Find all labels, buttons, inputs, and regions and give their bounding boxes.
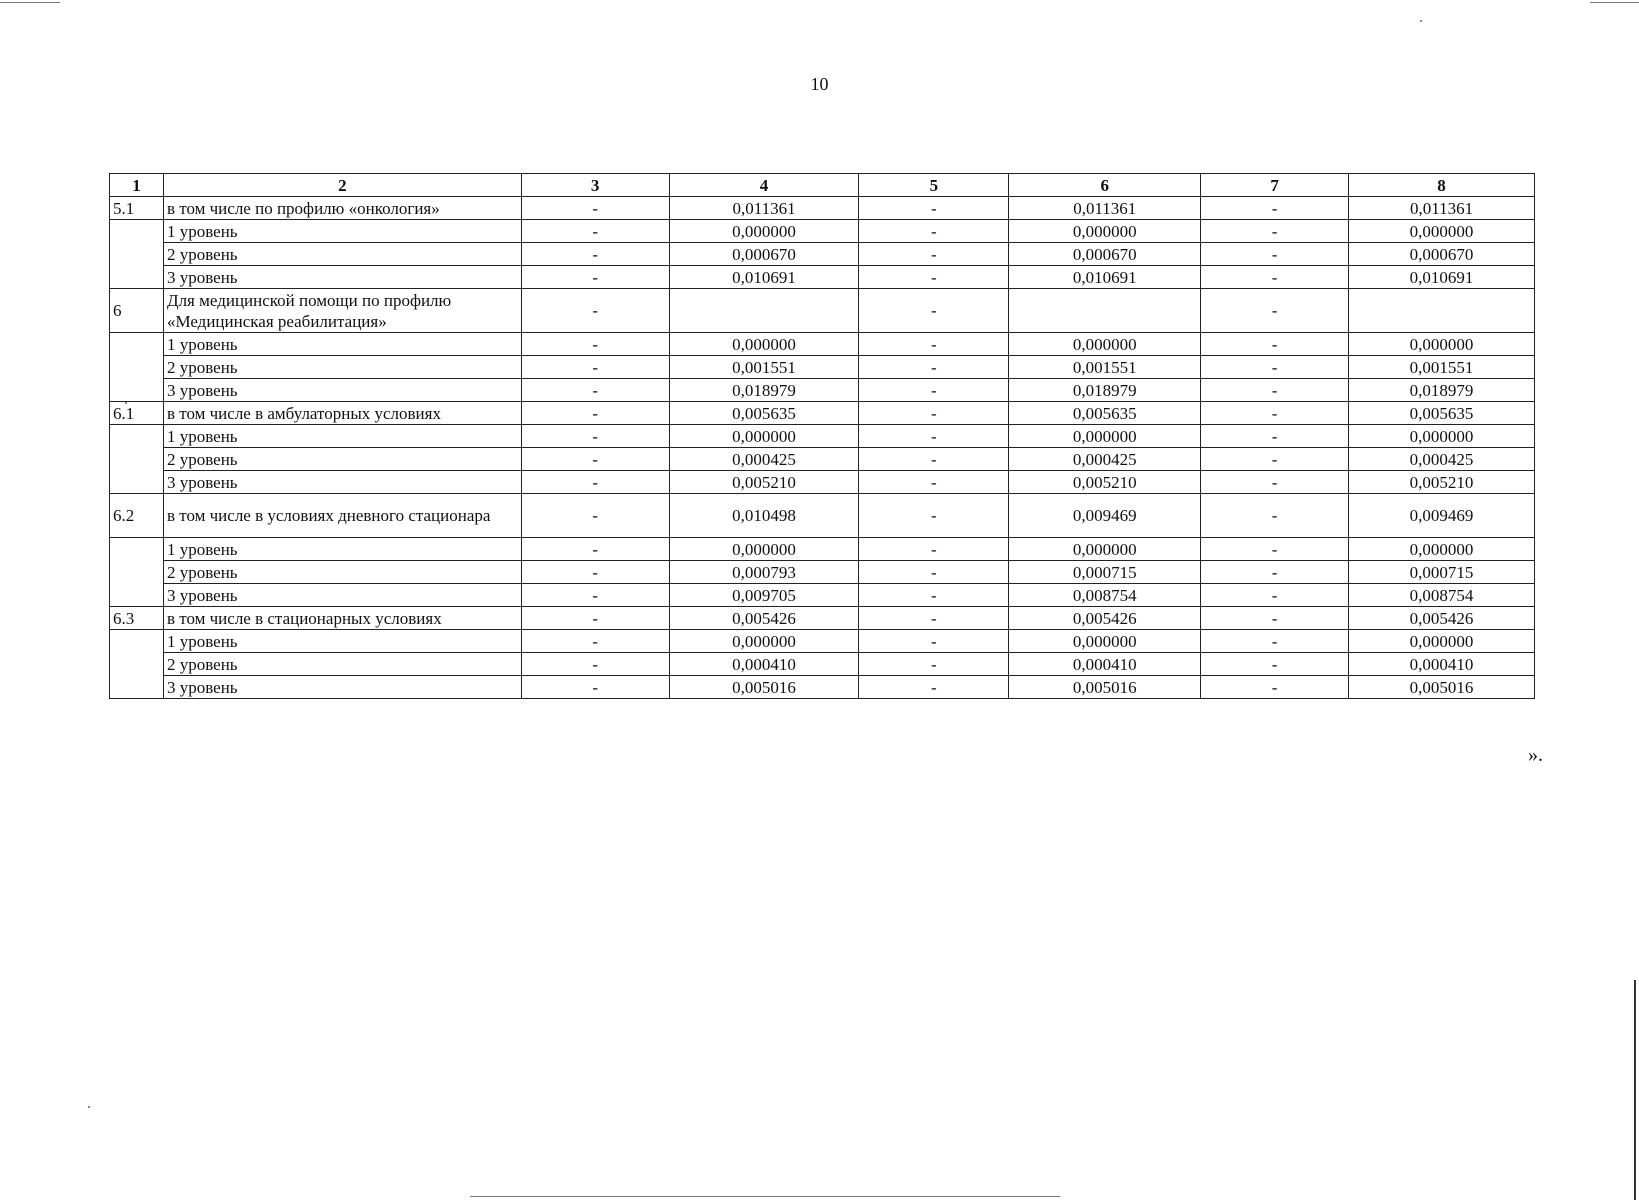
scan-edge-top-left <box>0 2 60 3</box>
row-label: 3 уровень <box>163 584 521 607</box>
row-code <box>110 561 164 584</box>
cell-col4: 0,005210 <box>669 471 859 494</box>
cell-col6: 0,008754 <box>1009 584 1201 607</box>
cell-col3: - <box>521 356 669 379</box>
row-code <box>110 425 164 448</box>
cell-col5: - <box>859 584 1009 607</box>
cell-col7: - <box>1201 584 1349 607</box>
row-code <box>110 243 164 266</box>
row-label: 1 уровень <box>163 220 521 243</box>
cell-col6: 0,000425 <box>1009 448 1201 471</box>
cell-col7: - <box>1201 494 1349 538</box>
row-label: 1 уровень <box>163 425 521 448</box>
row-code <box>110 653 164 676</box>
cell-col8: 0,000410 <box>1349 653 1535 676</box>
cell-col3: - <box>521 494 669 538</box>
cell-col6: 0,000000 <box>1009 333 1201 356</box>
scan-speck <box>1420 20 1422 22</box>
cell-col7: - <box>1201 333 1349 356</box>
cell-col7: - <box>1201 243 1349 266</box>
row-label: 2 уровень <box>163 561 521 584</box>
row-code: 6.1 <box>110 402 164 425</box>
cell-col8: 0,000425 <box>1349 448 1535 471</box>
cell-col6: 0,010691 <box>1009 266 1201 289</box>
table-row <box>110 676 1535 699</box>
table-row <box>110 197 1535 220</box>
table-row <box>110 243 1535 266</box>
cell-col4 <box>669 289 859 333</box>
cell-col8 <box>1349 289 1535 333</box>
column-header-6: 6 <box>1009 174 1201 197</box>
cell-col4: 0,005016 <box>669 676 859 699</box>
cell-col4: 0,000670 <box>669 243 859 266</box>
cell-col4: 0,000793 <box>669 561 859 584</box>
cell-col3: - <box>521 425 669 448</box>
table-row <box>110 561 1535 584</box>
cell-col3: - <box>521 379 669 402</box>
cell-col4: 0,005635 <box>669 402 859 425</box>
cell-col3: - <box>521 607 669 630</box>
table-row <box>110 333 1535 356</box>
row-label: 3 уровень <box>163 266 521 289</box>
table-body <box>110 197 1535 699</box>
cell-col5: - <box>859 333 1009 356</box>
cell-col7: - <box>1201 197 1349 220</box>
cell-col3: - <box>521 197 669 220</box>
cell-col8: 0,018979 <box>1349 379 1535 402</box>
cell-col3: - <box>521 630 669 653</box>
cell-col3: - <box>521 653 669 676</box>
row-code: 5.1 <box>110 197 164 220</box>
cell-col7: - <box>1201 425 1349 448</box>
column-header-7: 7 <box>1201 174 1349 197</box>
table-row <box>110 289 1535 333</box>
cell-col6: 0,018979 <box>1009 379 1201 402</box>
row-label: 1 уровень <box>163 333 521 356</box>
cell-col8: 0,005635 <box>1349 402 1535 425</box>
row-code <box>110 676 164 699</box>
cell-col6: 0,005635 <box>1009 402 1201 425</box>
cell-col8: 0,008754 <box>1349 584 1535 607</box>
cell-col8: 0,000000 <box>1349 333 1535 356</box>
cell-col8: 0,009469 <box>1349 494 1535 538</box>
cell-col6: 0,000000 <box>1009 220 1201 243</box>
cell-col4: 0,000000 <box>669 425 859 448</box>
row-label: в том числе в амбулаторных условиях <box>163 402 521 425</box>
cell-col5: - <box>859 561 1009 584</box>
row-code <box>110 630 164 653</box>
cell-col5: - <box>859 379 1009 402</box>
row-code: 6.3 <box>110 607 164 630</box>
row-code: 6.2 <box>110 494 164 538</box>
cell-col7: - <box>1201 266 1349 289</box>
row-label: 3 уровень <box>163 676 521 699</box>
cell-col4: 0,000410 <box>669 653 859 676</box>
cell-col5: - <box>859 471 1009 494</box>
column-header-4: 4 <box>669 174 859 197</box>
column-header-3: 3 <box>521 174 669 197</box>
cell-col3: - <box>521 538 669 561</box>
table-row <box>110 538 1535 561</box>
cell-col8: 0,001551 <box>1349 356 1535 379</box>
page-number: 10 <box>810 74 829 94</box>
cell-col4: 0,009705 <box>669 584 859 607</box>
cell-col6: 0,000000 <box>1009 630 1201 653</box>
row-label: в том числе в стационарных условиях <box>163 607 521 630</box>
row-label: 1 уровень <box>163 538 521 561</box>
row-label: 2 уровень <box>163 653 521 676</box>
closing-quote: ». <box>1528 744 1543 766</box>
cell-col5: - <box>859 356 1009 379</box>
cell-col6: 0,000000 <box>1009 538 1201 561</box>
cell-col8: 0,000670 <box>1349 243 1535 266</box>
cell-col3: - <box>521 584 669 607</box>
cell-col8: 0,000000 <box>1349 425 1535 448</box>
row-label: в том числе по профилю «онкология» <box>163 197 521 220</box>
table-row <box>110 220 1535 243</box>
cell-col5: - <box>859 653 1009 676</box>
cell-col4: 0,000000 <box>669 333 859 356</box>
table-row <box>110 379 1535 402</box>
cell-col7: - <box>1201 220 1349 243</box>
cell-col8: 0,000000 <box>1349 630 1535 653</box>
cell-col4: 0,010691 <box>669 266 859 289</box>
row-code <box>110 333 164 356</box>
cell-col6: 0,000000 <box>1009 425 1201 448</box>
cell-col5: - <box>859 630 1009 653</box>
cell-col4: 0,010498 <box>669 494 859 538</box>
cell-col6: 0,011361 <box>1009 197 1201 220</box>
cell-col4: 0,001551 <box>669 356 859 379</box>
column-header-5: 5 <box>859 174 1009 197</box>
row-label: 3 уровень <box>163 471 521 494</box>
cell-col8: 0,005210 <box>1349 471 1535 494</box>
row-code <box>110 448 164 471</box>
cell-col4: 0,005426 <box>669 607 859 630</box>
cell-col8: 0,011361 <box>1349 197 1535 220</box>
cell-col3: - <box>521 289 669 333</box>
cell-col7: - <box>1201 653 1349 676</box>
cell-col7: - <box>1201 561 1349 584</box>
cell-col8: 0,000715 <box>1349 561 1535 584</box>
cell-col5: - <box>859 402 1009 425</box>
cell-col6: 0,000670 <box>1009 243 1201 266</box>
cell-col3: - <box>521 266 669 289</box>
cell-col4: 0,000000 <box>669 630 859 653</box>
cell-col7: - <box>1201 289 1349 333</box>
cell-col3: - <box>521 448 669 471</box>
cell-col6: 0,000715 <box>1009 561 1201 584</box>
cell-col5: - <box>859 197 1009 220</box>
cell-col6: 0,005426 <box>1009 607 1201 630</box>
cell-col7: - <box>1201 402 1349 425</box>
row-label: 2 уровень <box>163 243 521 266</box>
column-header-8: 8 <box>1349 174 1535 197</box>
cell-col8: 0,005016 <box>1349 676 1535 699</box>
cell-col6: 0,001551 <box>1009 356 1201 379</box>
cell-col3: - <box>521 402 669 425</box>
cell-col5: - <box>859 448 1009 471</box>
cell-col4: 0,000000 <box>669 538 859 561</box>
row-label: 3 уровень <box>163 379 521 402</box>
row-label: 2 уровень <box>163 448 521 471</box>
cell-col6: 0,009469 <box>1009 494 1201 538</box>
cell-col3: - <box>521 243 669 266</box>
scan-speck <box>88 1106 90 1108</box>
row-code <box>110 538 164 561</box>
cell-col8: 0,005426 <box>1349 607 1535 630</box>
cell-col8: 0,000000 <box>1349 220 1535 243</box>
table-row <box>110 266 1535 289</box>
scan-edge-top-right <box>1590 2 1639 3</box>
row-label: Для медицинской помощи по профилю «Медицинская реабилитация» <box>163 289 521 333</box>
table-row <box>110 653 1535 676</box>
table-row <box>110 584 1535 607</box>
cell-col6 <box>1009 289 1201 333</box>
table-row <box>110 630 1535 653</box>
scan-edge-bottom <box>470 1196 1060 1197</box>
row-code <box>110 379 164 402</box>
cell-col3: - <box>521 333 669 356</box>
table-row <box>110 356 1535 379</box>
row-code <box>110 471 164 494</box>
cell-col7: - <box>1201 379 1349 402</box>
row-code: 6 <box>110 289 164 333</box>
cell-col3: - <box>521 471 669 494</box>
table-row <box>110 471 1535 494</box>
header-row <box>110 174 1535 197</box>
cell-col6: 0,005210 <box>1009 471 1201 494</box>
cell-col3: - <box>521 676 669 699</box>
cell-col8: 0,000000 <box>1349 538 1535 561</box>
table-row <box>110 448 1535 471</box>
cell-col6: 0,000410 <box>1009 653 1201 676</box>
scan-edge-right <box>1634 980 1636 1200</box>
cell-col8: 0,010691 <box>1349 266 1535 289</box>
cell-col7: - <box>1201 538 1349 561</box>
cell-col5: - <box>859 243 1009 266</box>
row-code <box>110 266 164 289</box>
cell-col3: - <box>521 561 669 584</box>
cell-col3: - <box>521 220 669 243</box>
cell-col5: - <box>859 538 1009 561</box>
column-header-2: 2 <box>163 174 521 197</box>
cell-col7: - <box>1201 471 1349 494</box>
cell-col4: 0,018979 <box>669 379 859 402</box>
cell-col7: - <box>1201 676 1349 699</box>
row-code <box>110 356 164 379</box>
table-row <box>110 494 1535 538</box>
cell-col4: 0,000000 <box>669 220 859 243</box>
row-label: 1 уровень <box>163 630 521 653</box>
cell-col5: - <box>859 425 1009 448</box>
cell-col7: - <box>1201 607 1349 630</box>
cell-col6: 0,005016 <box>1009 676 1201 699</box>
cell-col7: - <box>1201 356 1349 379</box>
cell-col7: - <box>1201 630 1349 653</box>
cell-col5: - <box>859 289 1009 333</box>
table-row <box>110 425 1535 448</box>
cell-col5: - <box>859 494 1009 538</box>
table-row <box>110 607 1535 630</box>
cell-col5: - <box>859 220 1009 243</box>
data-table <box>109 173 1535 699</box>
row-label: в том числе в условиях дневного стационара <box>163 494 521 538</box>
cell-col4: 0,011361 <box>669 197 859 220</box>
cell-col4: 0,000425 <box>669 448 859 471</box>
column-header-1: 1 <box>110 174 164 197</box>
row-code <box>110 584 164 607</box>
cell-col5: - <box>859 607 1009 630</box>
row-code <box>110 220 164 243</box>
table-row <box>110 402 1535 425</box>
cell-col5: - <box>859 266 1009 289</box>
cell-col5: - <box>859 676 1009 699</box>
row-label: 2 уровень <box>163 356 521 379</box>
cell-col7: - <box>1201 448 1349 471</box>
